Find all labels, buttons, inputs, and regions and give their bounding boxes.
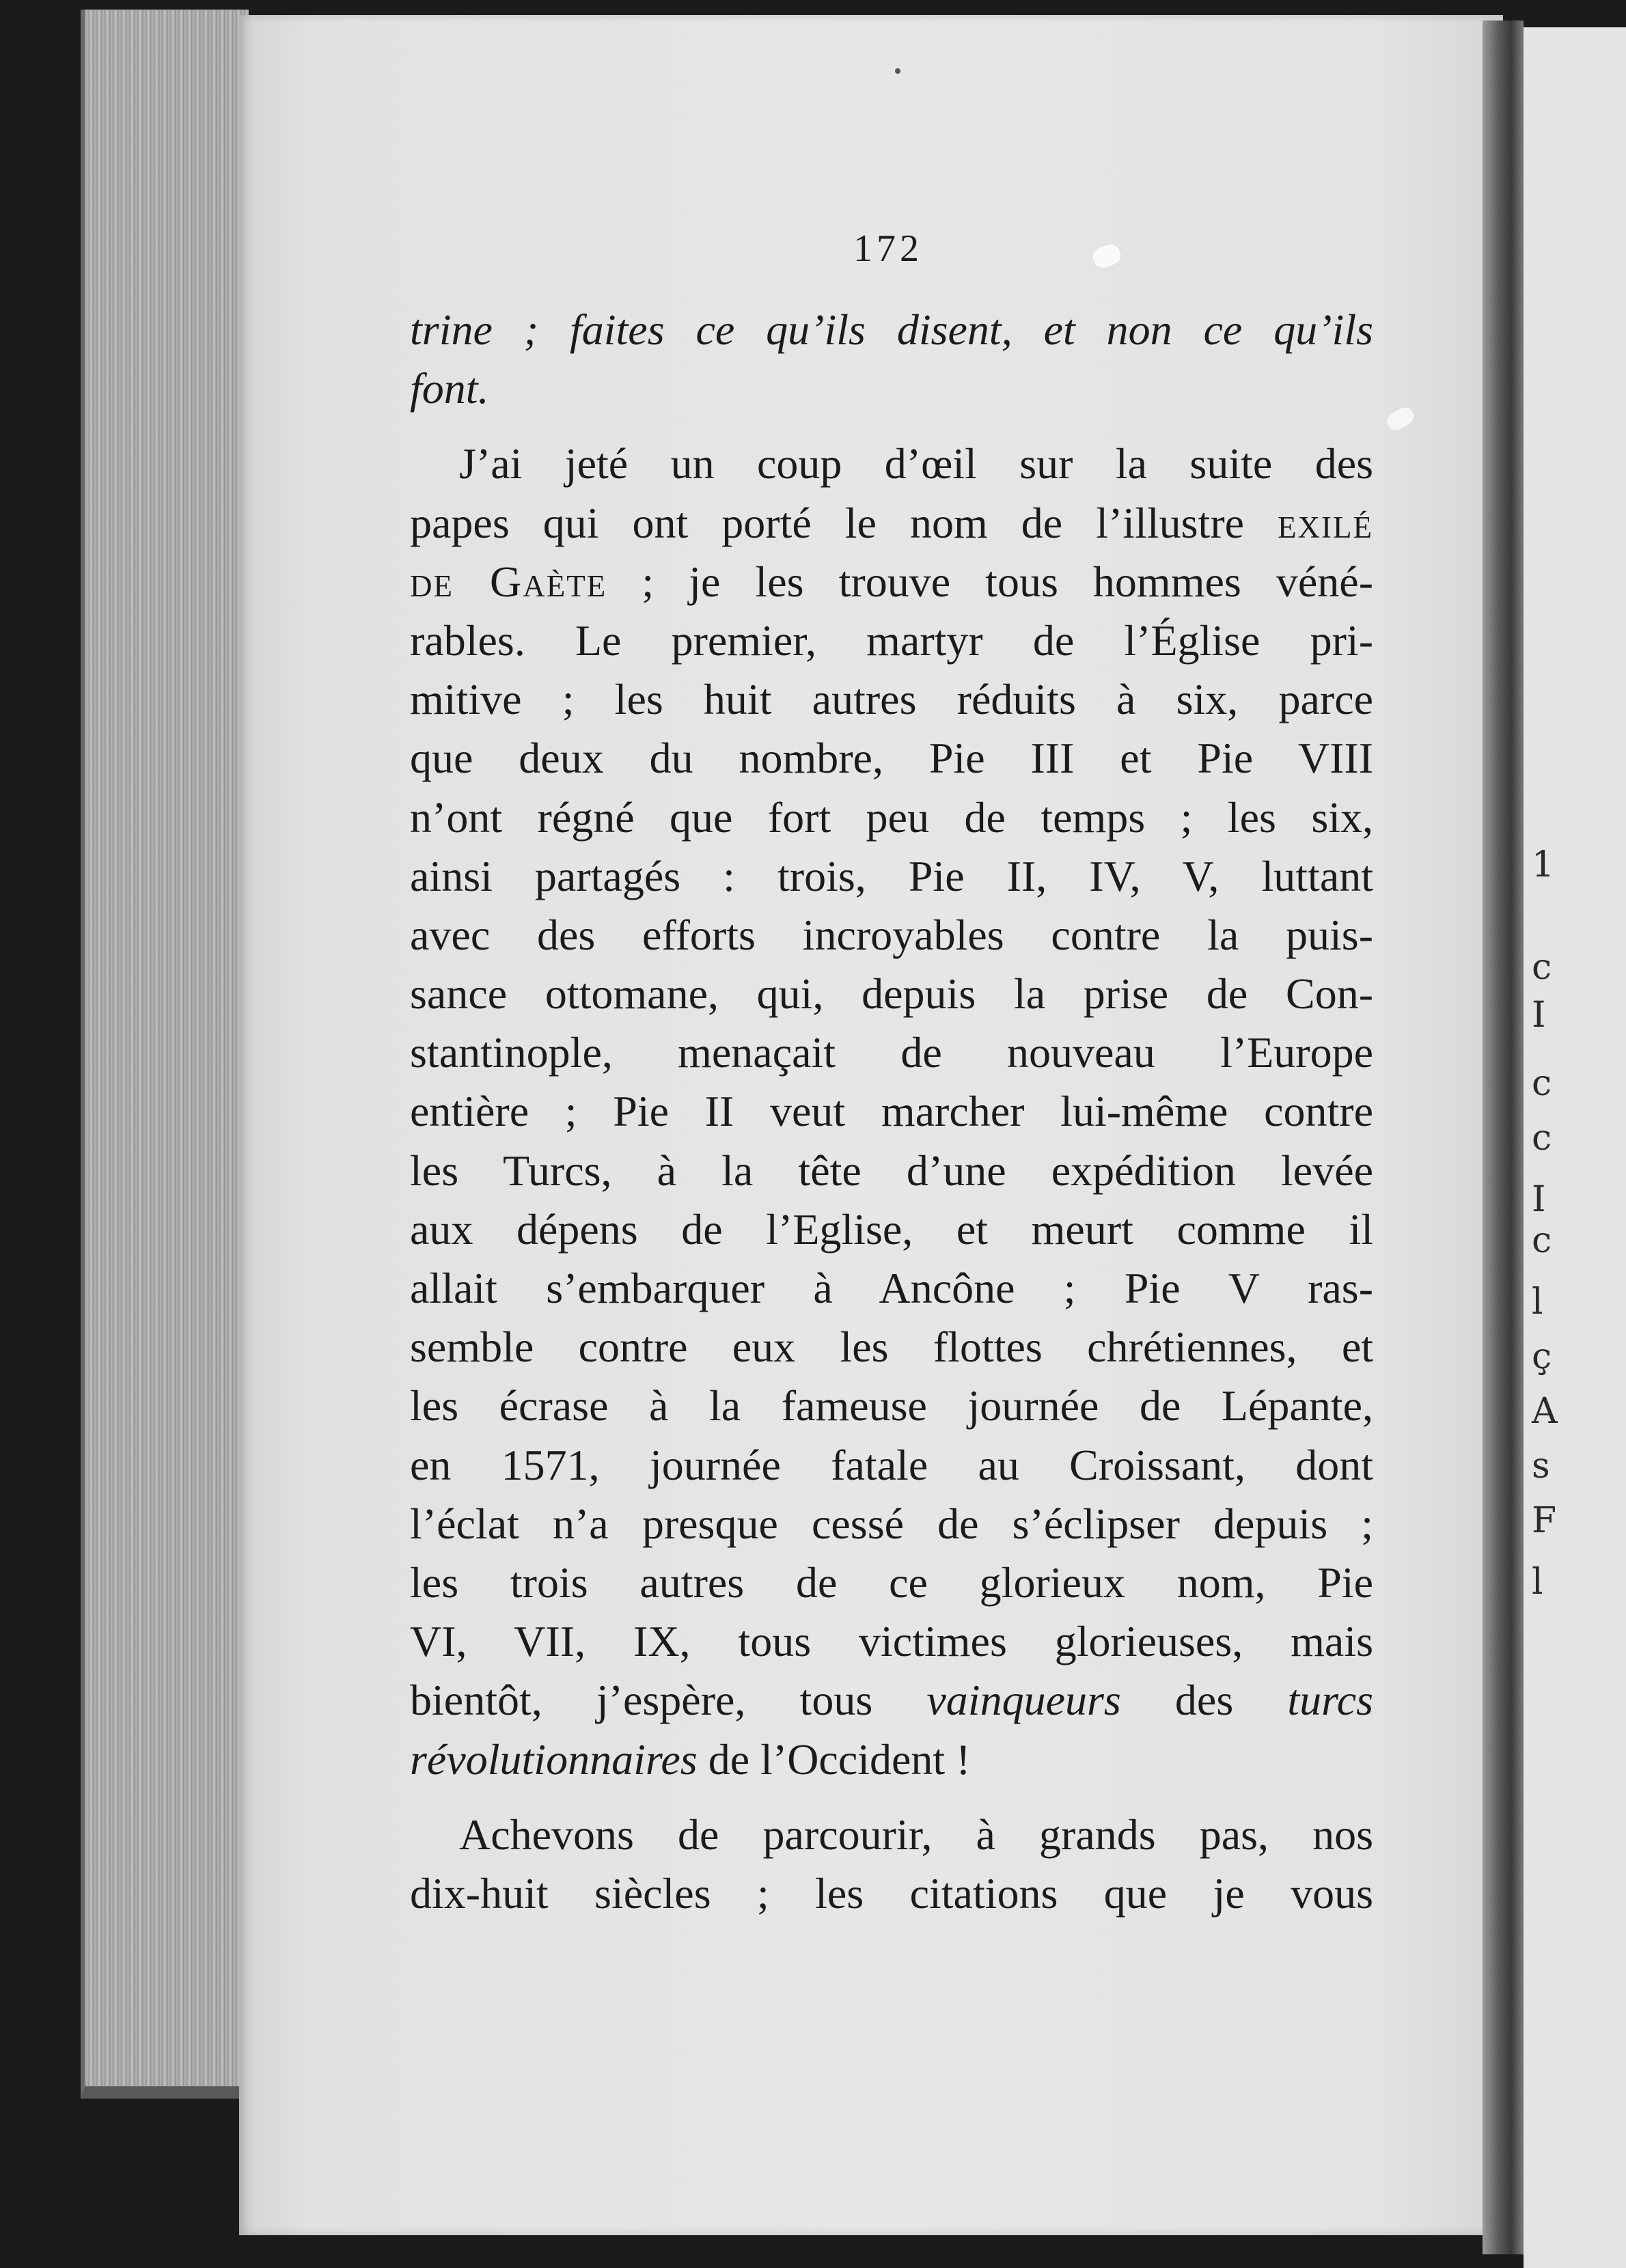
text-line <box>410 1023 1373 1082</box>
text-line <box>410 301 1373 359</box>
text-line <box>410 553 1373 611</box>
text-segment: Achevons de parcourir, à grands pas, nos <box>459 1810 1373 1859</box>
facing-page-letter: c <box>1532 1220 1552 1261</box>
facing-page-letter: c <box>1532 1063 1552 1104</box>
text-line <box>410 1553 1373 1612</box>
text-segment: ainsi partagés : trois, Pie II, IV, V, luttant <box>410 851 1373 900</box>
text-line <box>410 1082 1373 1141</box>
text-segment: rables. Le premier, martyr de l’Église pri- <box>410 616 1373 665</box>
text-segment: entière ; Pie II veut marcher lui-même contre <box>410 1087 1373 1136</box>
facing-page-letter: c <box>1532 947 1552 988</box>
text-line <box>410 1259 1373 1318</box>
text-line <box>410 965 1373 1023</box>
text-segment: trine ; faites ce qu’ils disent, et non ce qu’ils <box>410 305 1373 354</box>
text-segment: que deux du nombre, Pie III et Pie VIII <box>410 734 1373 783</box>
text-line <box>410 847 1373 906</box>
text-line <box>410 1377 1373 1435</box>
page-number: 172 <box>853 227 923 270</box>
facing-page-letter: I <box>1532 995 1546 1036</box>
text-line <box>410 1436 1373 1495</box>
facing-page-letter: l <box>1532 1282 1543 1323</box>
text-line <box>410 670 1373 729</box>
facing-page <box>1524 27 1626 2268</box>
text-segment: turcs <box>1287 1676 1374 1725</box>
text-segment: n’ont régné que fort peu de temps ; les six, <box>410 792 1373 842</box>
text-line <box>410 729 1373 788</box>
text-segment: ; je les trouve tous hommes véné- <box>607 557 1374 606</box>
dust-speck <box>895 68 900 74</box>
text-line <box>410 1318 1373 1377</box>
text-line <box>410 1142 1373 1200</box>
paragraph-gap <box>410 1789 1373 1806</box>
page-body-text <box>410 301 1373 1923</box>
text-segment: de Gaète <box>410 557 607 606</box>
text-line <box>410 1730 1373 1789</box>
text-segment: sance ottomane, qui, depuis la prise de Con- <box>410 969 1373 1019</box>
text-line <box>410 1671 1373 1730</box>
text-segment: de l’Occident ! <box>697 1734 971 1784</box>
facing-page-letter: A <box>1532 1391 1558 1432</box>
facing-page-letter: s <box>1532 1446 1550 1486</box>
text-segment: des <box>1120 1676 1288 1725</box>
text-segment: semble contre eux les flottes chrétiennes, et <box>410 1323 1373 1372</box>
facing-page-letter: F <box>1532 1500 1557 1541</box>
text-line <box>410 1806 1373 1864</box>
text-line <box>410 1495 1373 1553</box>
text-segment: en 1571, journée fatale au Croissant, dont <box>410 1440 1373 1489</box>
text-segment: mitive ; les huit autres réduits à six, parce <box>410 675 1373 724</box>
text-segment: VI, VII, IX, tous victimes glorieuses, mais <box>410 1617 1373 1666</box>
book-gutter <box>1483 20 1524 2254</box>
text-line <box>410 494 1373 553</box>
text-segment: allait s’embarquer à Ancône ; Pie V ras- <box>410 1264 1373 1312</box>
text-segment: avec des efforts incroyables contre la puis- <box>410 910 1373 959</box>
text-segment: les écrase à la fameuse journée de Lépante, <box>410 1381 1373 1430</box>
text-segment: exilé <box>1278 498 1373 547</box>
facing-page-letter: I <box>1532 1179 1546 1220</box>
text-segment: vainqueurs <box>926 1676 1121 1725</box>
text-segment: font. <box>410 364 489 413</box>
text-line <box>410 788 1373 847</box>
facing-page-letter: c <box>1532 1118 1552 1159</box>
text-segment: les trois autres de ce glorieux nom, Pie <box>410 1558 1373 1607</box>
text-segment: stantinople, menaçait de nouveau l’Europe <box>410 1028 1373 1077</box>
text-segment: J’ai jeté un coup d’œil sur la suite des <box>459 439 1373 488</box>
text-line <box>410 1200 1373 1259</box>
text-line <box>410 1864 1373 1923</box>
text-line <box>410 1612 1373 1671</box>
text-segment: révolutionnaires <box>410 1734 698 1784</box>
text-segment: l’éclat n’a presque cessé de s’éclipser depuis ; <box>410 1499 1373 1548</box>
text-line <box>410 434 1373 493</box>
paragraph-gap <box>410 418 1373 434</box>
text-segment: les Turcs, à la tête d’une expédition levée <box>410 1146 1373 1195</box>
text-segment: papes qui ont porté le nom de l’illustre <box>410 498 1278 547</box>
text-segment: aux dépens de l’Eglise, et meurt comme il <box>410 1204 1373 1254</box>
page-edges <box>81 10 249 2099</box>
facing-page-letter: l <box>1532 1562 1543 1603</box>
text-line <box>410 611 1373 670</box>
text-line <box>410 359 1373 418</box>
text-segment: dix-huit siècles ; les citations que je vous <box>410 1868 1373 1918</box>
facing-page-letter: 1 <box>1532 844 1555 885</box>
text-segment: bientôt, j’espère, tous <box>410 1676 927 1725</box>
facing-page-letter: ç <box>1532 1336 1552 1377</box>
text-line <box>410 906 1373 965</box>
